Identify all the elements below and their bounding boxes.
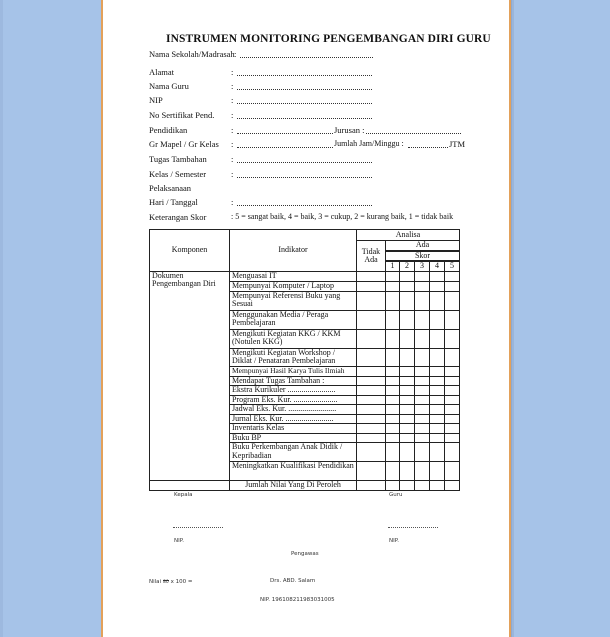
cell-score[interactable] <box>386 405 400 415</box>
field-label-pelaksanaan: Pelaksanaan <box>149 183 192 193</box>
cell-score[interactable] <box>430 271 445 281</box>
cell-score[interactable] <box>430 366 445 376</box>
header-ada: Ada <box>386 241 460 251</box>
field-line-pendidikan[interactable] <box>237 133 333 134</box>
field-colon: : <box>231 169 234 179</box>
cell-score[interactable] <box>445 348 460 366</box>
cell-score[interactable] <box>415 281 430 291</box>
cell-score[interactable] <box>445 462 460 481</box>
header-komponen: Komponen <box>150 230 230 272</box>
cell-score[interactable] <box>430 433 445 443</box>
cell-score[interactable] <box>415 424 430 434</box>
field-line-gr-mapel[interactable] <box>237 147 333 148</box>
cell-score[interactable] <box>400 395 415 405</box>
header-skor: Skor <box>386 251 460 262</box>
cell-score[interactable] <box>400 376 415 386</box>
indikator-cell: Mempunyai Referensi Buku yang Sesuai <box>230 291 357 310</box>
field-colon: : <box>231 139 234 149</box>
cell-score[interactable] <box>415 376 430 386</box>
header-score-4: 4 <box>430 261 445 271</box>
cell-score[interactable] <box>430 405 445 415</box>
field-line-nip[interactable] <box>237 103 372 104</box>
indikator-cell: Mengikuti Kegiatan KKG / KKM (Notulen KKG) <box>230 329 357 348</box>
field-colon: : <box>231 67 234 77</box>
cell-score[interactable] <box>400 271 415 281</box>
field-label-nama-sekolah: Nama Sekolah/Madrasah <box>149 49 235 59</box>
cell-score[interactable] <box>445 366 460 376</box>
cell-score[interactable] <box>415 433 430 443</box>
cell-score[interactable] <box>445 376 460 386</box>
table-row <box>150 271 460 281</box>
kepala-signature-line[interactable] <box>173 527 223 528</box>
cell-total-score[interactable] <box>386 481 400 491</box>
cell-score[interactable] <box>415 395 430 405</box>
monitoring-table <box>149 229 460 491</box>
cell-score[interactable] <box>445 291 460 310</box>
cell-score[interactable] <box>415 348 430 366</box>
cell-score[interactable] <box>400 405 415 415</box>
cell-score[interactable] <box>386 395 400 405</box>
cell-score[interactable] <box>400 462 415 481</box>
cell-score[interactable] <box>386 462 400 481</box>
cell-score[interactable] <box>386 291 400 310</box>
cell-score[interactable] <box>415 405 430 415</box>
indikator-cell: Meningkatkan Kualifikasi Pendidikan <box>230 462 357 481</box>
cell-score[interactable] <box>445 395 460 405</box>
field-colon: : <box>231 197 234 207</box>
field-colon: : <box>231 154 234 164</box>
kepala-nip: NIP. <box>174 538 184 544</box>
cell-tidak-ada[interactable] <box>357 281 386 291</box>
cell-score[interactable] <box>430 386 445 396</box>
field-colon: : <box>231 125 234 135</box>
cell-score[interactable] <box>400 386 415 396</box>
field-label-alamat: Alamat <box>149 67 175 77</box>
table-total-row <box>150 481 460 491</box>
field-label-kelas-semester: Kelas / Semester <box>149 169 207 179</box>
guru-label: Guru <box>389 492 403 498</box>
cell-score[interactable] <box>400 310 415 329</box>
field-label-nama-guru: Nama Guru <box>149 81 189 91</box>
guru-nip: NIP. <box>389 538 399 544</box>
indikator-cell: Ekstra Kurikuler ........................ <box>230 386 357 396</box>
cell-score[interactable] <box>445 405 460 415</box>
pengawas-nip: NIP. 196108211983031005 <box>260 597 335 603</box>
indikator-cell: Buku Perkembangan Anak Didik / Kepribadian <box>230 443 357 462</box>
field-colon: : <box>231 110 234 120</box>
keterangan-skor-text: : 5 = sangat baik, 4 = baik, 3 = cukup, 2 = kurang baik, 1 = tidak baik <box>231 212 454 221</box>
cell-score[interactable] <box>386 424 400 434</box>
cell-score[interactable] <box>386 376 400 386</box>
pengawas-label: Pengawas <box>291 551 319 557</box>
cell-tidak-ada[interactable] <box>357 424 386 434</box>
indikator-cell: Jadwal Eks. Kur. ........................ <box>230 405 357 415</box>
field-line-tugas-tambahan[interactable] <box>237 162 372 163</box>
field-label-keterangan-skor: Keterangan Skor <box>149 212 207 222</box>
cell-score[interactable] <box>400 291 415 310</box>
field-label-jurusan: Jurusan : <box>334 125 365 135</box>
indikator-cell: Mempunyai Komputer / Laptop <box>230 281 357 291</box>
cell-score[interactable] <box>400 433 415 443</box>
indikator-cell: Inventaris Kelas <box>230 424 357 434</box>
field-colon: : <box>231 81 234 91</box>
cell-score[interactable] <box>445 281 460 291</box>
cell-score[interactable] <box>445 443 460 462</box>
indikator-cell: Mendapat Tugas Tambahan : <box>230 376 357 386</box>
cell-score[interactable] <box>430 329 445 348</box>
cell-score[interactable] <box>386 366 400 376</box>
cell-score[interactable] <box>400 348 415 366</box>
pengawas-name: Drs. ABD. Salam <box>270 578 316 584</box>
cell-score[interactable] <box>386 329 400 348</box>
header-indikator: Indikator <box>230 230 357 272</box>
field-line-alamat[interactable] <box>237 75 372 76</box>
indikator-cell: Jurnal Eks. Kur. ........................ <box>230 414 357 424</box>
cell-score[interactable] <box>386 433 400 443</box>
header-score-3: 3 <box>415 261 430 271</box>
field-label-tugas-tambahan: Tugas Tambahan <box>149 154 207 164</box>
indikator-cell: Menggunakan Media / Peraga Pembelajaran <box>230 310 357 329</box>
cell-tidak-ada[interactable] <box>357 329 386 348</box>
indikator-cell: Mengikuti Kegiatan Workshop / Diklat / Penataran Pembelajaran <box>230 348 357 366</box>
nilai-times: x 100 = <box>170 579 193 585</box>
field-line-jumlah-jam[interactable] <box>408 147 448 148</box>
cell-score[interactable] <box>430 395 445 405</box>
cell-score[interactable] <box>386 386 400 396</box>
field-line-jurusan[interactable] <box>366 133 461 134</box>
header-score-5: 5 <box>445 261 460 271</box>
header-score-2: 2 <box>400 261 415 271</box>
total-label: Jumlah Nilai Yang Di Peroleh <box>230 481 357 491</box>
cell-tidak-ada[interactable] <box>357 433 386 443</box>
cell-tidak-ada[interactable] <box>357 291 386 310</box>
cell-score[interactable] <box>400 281 415 291</box>
indikator-cell: Buku BP <box>230 433 357 443</box>
cell-tidak-ada[interactable] <box>357 386 386 396</box>
cell-score[interactable] <box>445 386 460 396</box>
cell-score[interactable] <box>386 310 400 329</box>
cell-score[interactable] <box>415 271 430 281</box>
cell-tidak-ada[interactable] <box>357 395 386 405</box>
cell-score[interactable] <box>415 291 430 310</box>
cell-score[interactable] <box>386 281 400 291</box>
cell-score[interactable] <box>430 424 445 434</box>
cell-score[interactable] <box>415 366 430 376</box>
cell-score[interactable] <box>386 414 400 424</box>
cell-score[interactable] <box>445 433 460 443</box>
cell-score[interactable] <box>445 271 460 281</box>
cell-tidak-ada[interactable] <box>357 348 386 366</box>
cell-score[interactable] <box>400 443 415 462</box>
nilai-denominator: 80 <box>162 580 169 585</box>
window-background <box>0 0 3 637</box>
indikator-cell: Program Eks. Kur. ...................... <box>230 395 357 405</box>
field-line-hari-tanggal[interactable] <box>237 205 372 206</box>
cell-score[interactable] <box>415 310 430 329</box>
cell-score[interactable] <box>386 348 400 366</box>
field-label-nip: NIP <box>149 95 163 105</box>
cell-score[interactable] <box>415 329 430 348</box>
cell-score[interactable] <box>430 310 445 329</box>
cell-total-score[interactable] <box>400 481 415 491</box>
cell-score[interactable] <box>430 348 445 366</box>
cell-score[interactable] <box>386 443 400 462</box>
cell-total-score[interactable] <box>415 481 430 491</box>
cell-score[interactable] <box>445 329 460 348</box>
cell-score[interactable] <box>415 443 430 462</box>
document-title: INSTRUMEN MONITORING PENGEMBANGAN DIRI GURU <box>166 33 491 45</box>
field-label-pendidikan: Pendidikan <box>149 125 188 135</box>
nilai-formula <box>149 578 192 585</box>
cell-score[interactable] <box>415 462 430 481</box>
kepala-label: Kepala <box>174 492 193 498</box>
field-line-nama-guru[interactable] <box>237 89 372 90</box>
nilai-label: Nilai <box>149 579 162 585</box>
field-line-nama-sekolah[interactable] <box>240 57 373 58</box>
cell-tidak-ada[interactable] <box>357 376 386 386</box>
cell-tidak-ada[interactable] <box>357 271 386 281</box>
cell-score[interactable] <box>430 414 445 424</box>
cell-score[interactable] <box>430 462 445 481</box>
cell-score[interactable] <box>445 424 460 434</box>
cell-score[interactable] <box>400 424 415 434</box>
field-line-kelas-semester[interactable] <box>237 177 372 178</box>
cell-score[interactable] <box>430 291 445 310</box>
cell-total-score[interactable] <box>430 481 445 491</box>
cell-score[interactable] <box>445 310 460 329</box>
cell-tidak-ada[interactable] <box>357 414 386 424</box>
header-tidak-ada: Tidak Ada <box>357 241 386 272</box>
field-colon: : <box>234 49 237 59</box>
indikator-cell: Mempunyai Hasil Karya Tulis Ilmiah <box>230 366 357 376</box>
cell-score[interactable] <box>400 414 415 424</box>
field-colon: : <box>231 95 234 105</box>
indikator-cell: Menguasai IT <box>230 271 357 281</box>
field-suffix-jtm: JTM <box>449 139 466 149</box>
cell-total-score[interactable] <box>445 481 460 491</box>
cell-tidak-ada[interactable] <box>357 443 386 462</box>
nilai-fraction <box>163 578 169 585</box>
cell-score[interactable] <box>415 386 430 396</box>
cell-tidak-ada[interactable] <box>357 405 386 415</box>
cell-score[interactable] <box>386 271 400 281</box>
cell-tidak-ada[interactable] <box>357 310 386 329</box>
cell-total-tidak-ada[interactable] <box>357 481 386 491</box>
cell-score[interactable] <box>400 366 415 376</box>
field-label-no-sertifikat: No Sertifikat Pend. <box>149 110 215 120</box>
cell-tidak-ada[interactable] <box>357 462 386 481</box>
guru-signature-line[interactable] <box>388 527 438 528</box>
field-label-hari-tanggal: Hari / Tanggal <box>149 197 198 207</box>
cell-tidak-ada[interactable] <box>357 366 386 376</box>
header-score-1: 1 <box>386 261 400 271</box>
cell-score[interactable] <box>400 329 415 348</box>
field-label-jumlah-jam: Jumlah Jam/Minggu : <box>334 139 404 148</box>
cell-score[interactable] <box>430 281 445 291</box>
total-empty-cell <box>150 481 230 491</box>
field-line-no-sertifikat[interactable] <box>237 118 372 119</box>
cell-score[interactable] <box>430 376 445 386</box>
komponen-cell: Dokumen Pengembangan Diri <box>150 271 230 481</box>
header-analisa: Analisa <box>357 230 460 241</box>
cell-score[interactable] <box>445 414 460 424</box>
cell-score[interactable] <box>415 414 430 424</box>
cell-score[interactable] <box>430 443 445 462</box>
field-label-gr-mapel: Gr Mapel / Gr Kelas <box>149 139 219 149</box>
